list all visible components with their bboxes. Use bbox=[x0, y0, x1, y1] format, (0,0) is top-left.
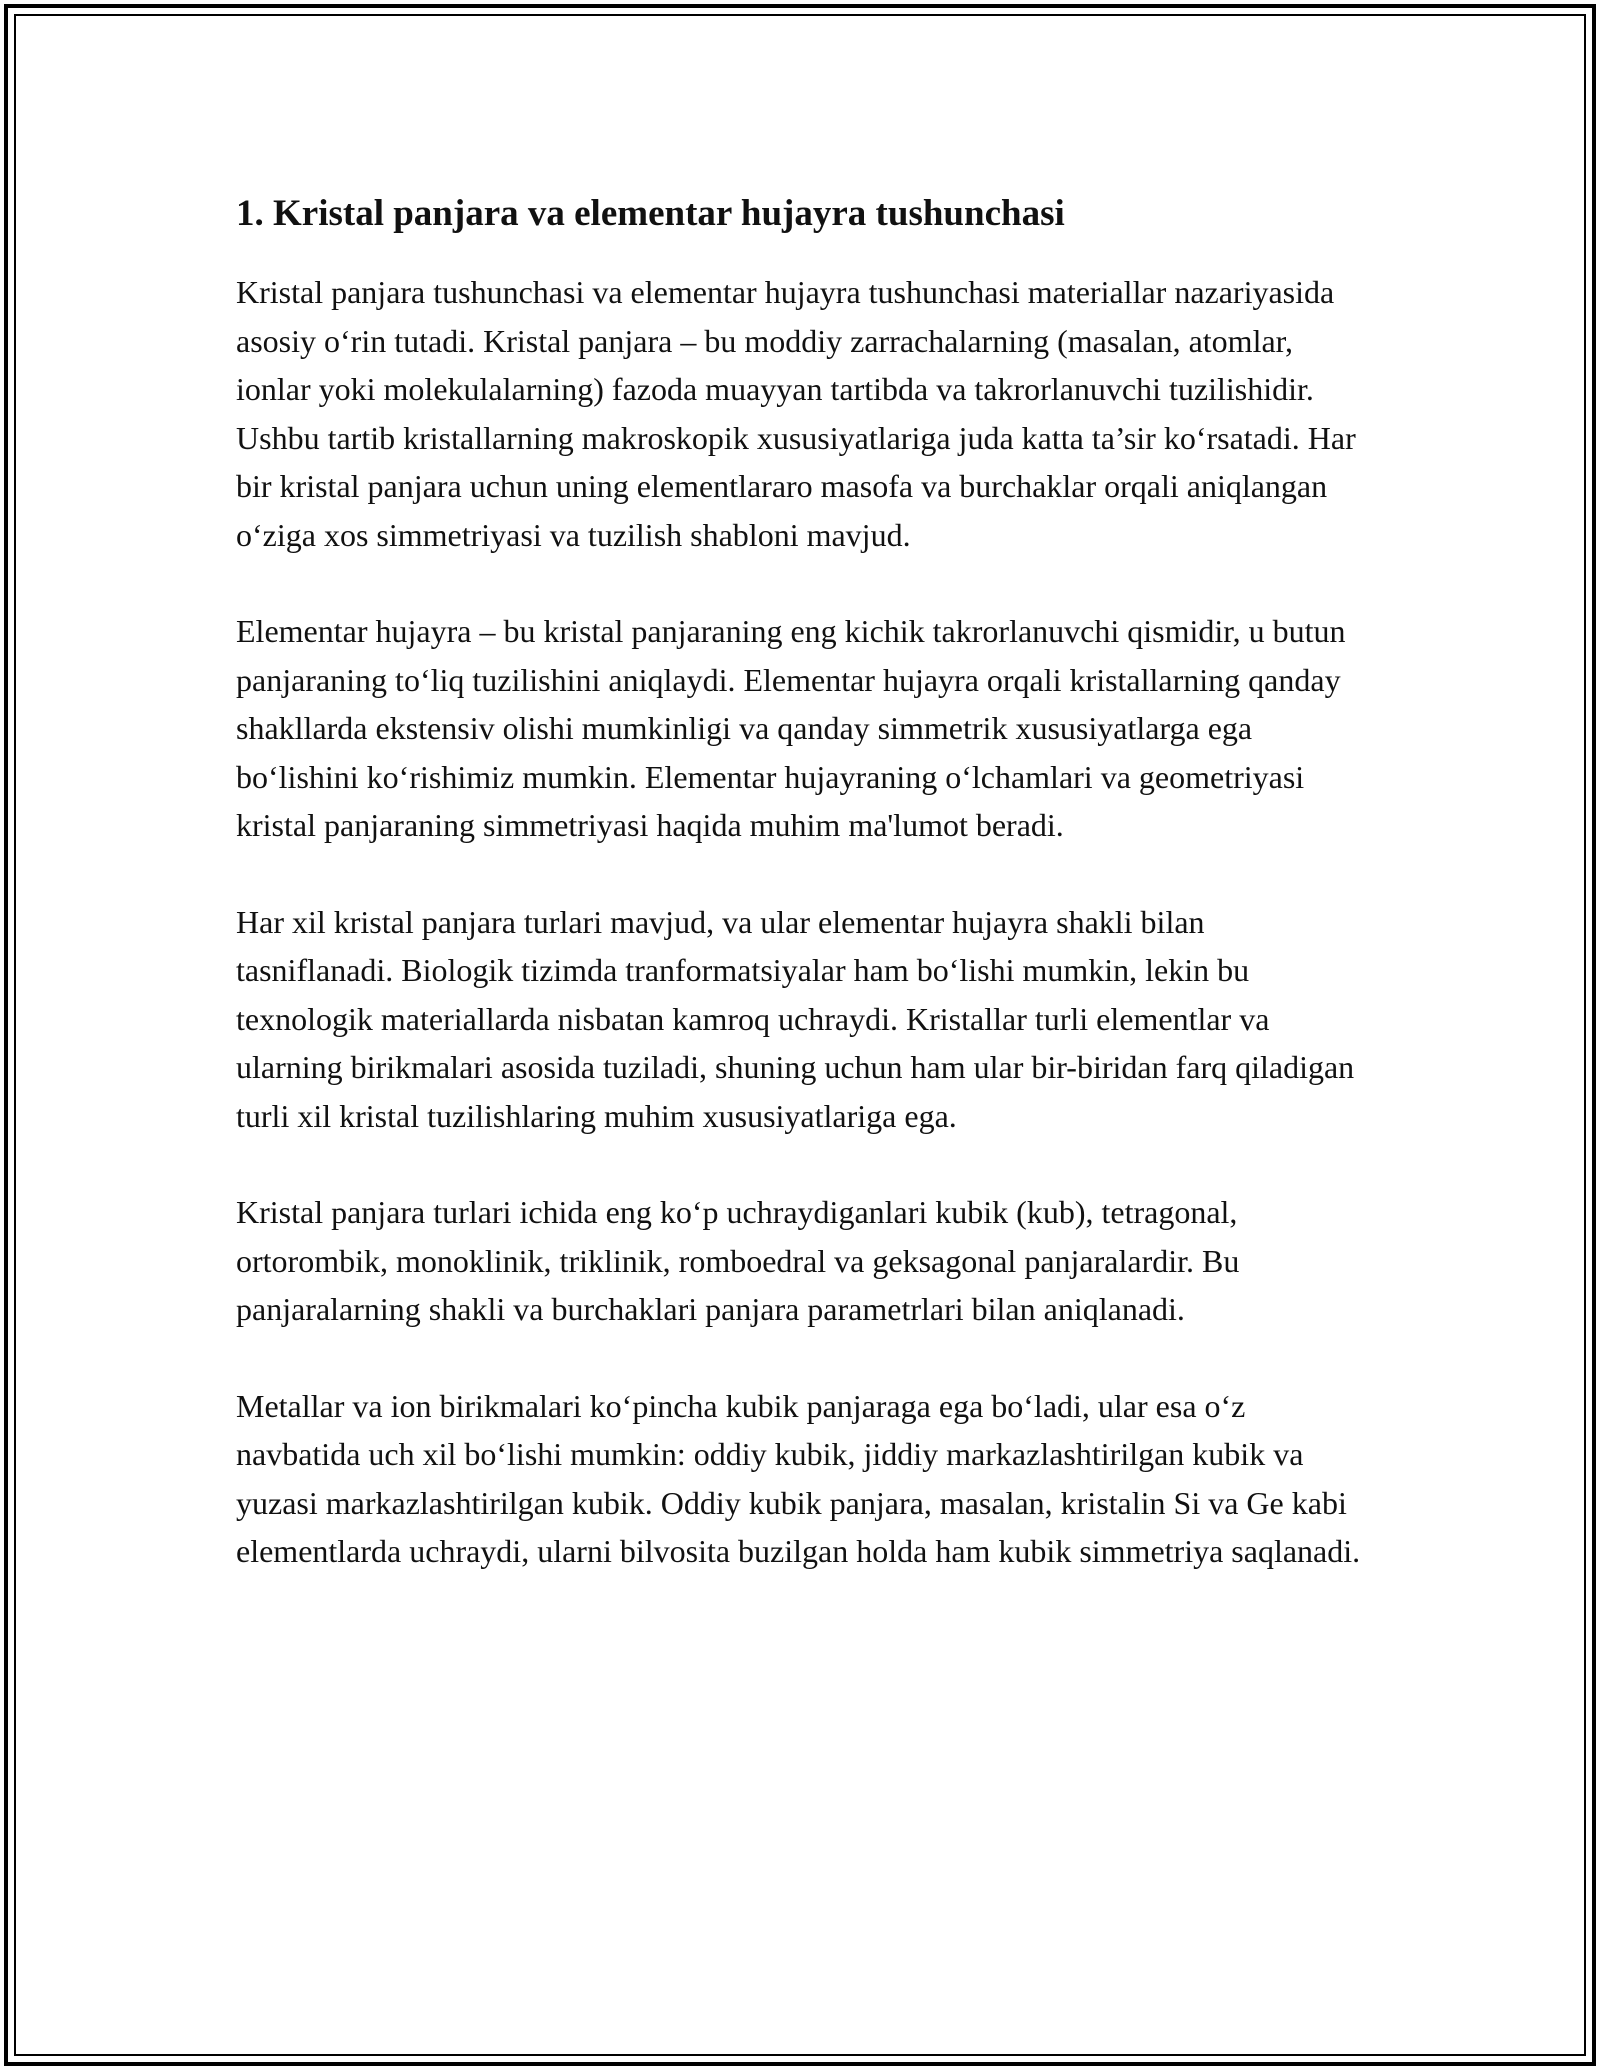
section-heading: 1. Kristal panjara va elementar hujayra tushunchasi bbox=[236, 193, 1065, 234]
paragraph-common-lattices: Kristal panjara turlari ichida eng ko‘p uchraydiganlari kubik (kub), tetragonal, ortorombik, monoklinik, triklinik, romboedral va geksagonal panjaralardir. Bu panjaralarning shakli va burchaklari panjara parametrlari bilan aniqlanadi. bbox=[236, 1194, 1240, 1327]
paragraph-crystal-lattice: Kristal panjara tushunchasi va elementar hujayra tushunchasi materiallar nazariyasida asosiy o‘rin tutadi. Kristal panjara – bu moddiy zarrachalarning (masalan, atomlar, ionlar yoki molekulalarning) fazoda muayyan tartibda va takrorlanuvchi tuzilishidir. Ushbu tartib kristallarning makroskopik xususiyatlariga juda katta ta’sir ko‘rsatadi. Har bir kristal panjara uchun uning elementlararo masofa va burchaklar orqali aniqlangan o‘ziga xos simmetriyasi va tuzilish shabloni mavjud. bbox=[236, 274, 1356, 553]
paragraph-unit-cell: Elementar hujayra – bu kristal panjaraning eng kichik takrorlanuvchi qismidir, u butun panjaraning to‘liq tuzilishini aniqlaydi. Elementar hujayra orqali kristallarning qanday shakllarda ekstensiv olishi mumkinligi va qanday simmetrik xususiyatlarga ega bo‘lishini ko‘rishimiz mumkin. Elementar hujayraning o‘lchamlari va geometriyasi kristal panjaraning simmetriyasi haqida muhim ma'lumot beradi. bbox=[236, 613, 1346, 843]
paragraph-lattice-types: Har xil kristal panjara turlari mavjud, va ular elementar hujayra shakli bilan tasniflanadi. Biologik tizimda tranformatsiyalar ham bo‘lishi mumkin, lekin bu texnologik materiallarda nisbatan kamroq uchraydi. Kristallar turli elementlar va ularning birikmalari asosida tuziladi, shuning uchun ham ular bir-biridan farq qiladigan turli xil kristal tuzilishlaring muhim xususiyatlariga ega. bbox=[236, 903, 1355, 1134]
paragraph-cubic-lattices: Metallar va ion birikmalari ko‘pincha kubik panjaraga ega bo‘ladi, ular esa o‘z navbatida uch xil bo‘lishi mumkin: oddiy kubik, jiddiy markazlashtirilgan kubik va yuzasi markazlashtirilgan kubik. Oddiy kubik panjara, masalan, kristalin Si va Ge kabi elementlarda uchraydi, ularni bilvosita buzilgan holda ham kubik simmetriya saqlanadi. bbox=[236, 1387, 1361, 1569]
document-body bbox=[236, 186, 1366, 1624]
